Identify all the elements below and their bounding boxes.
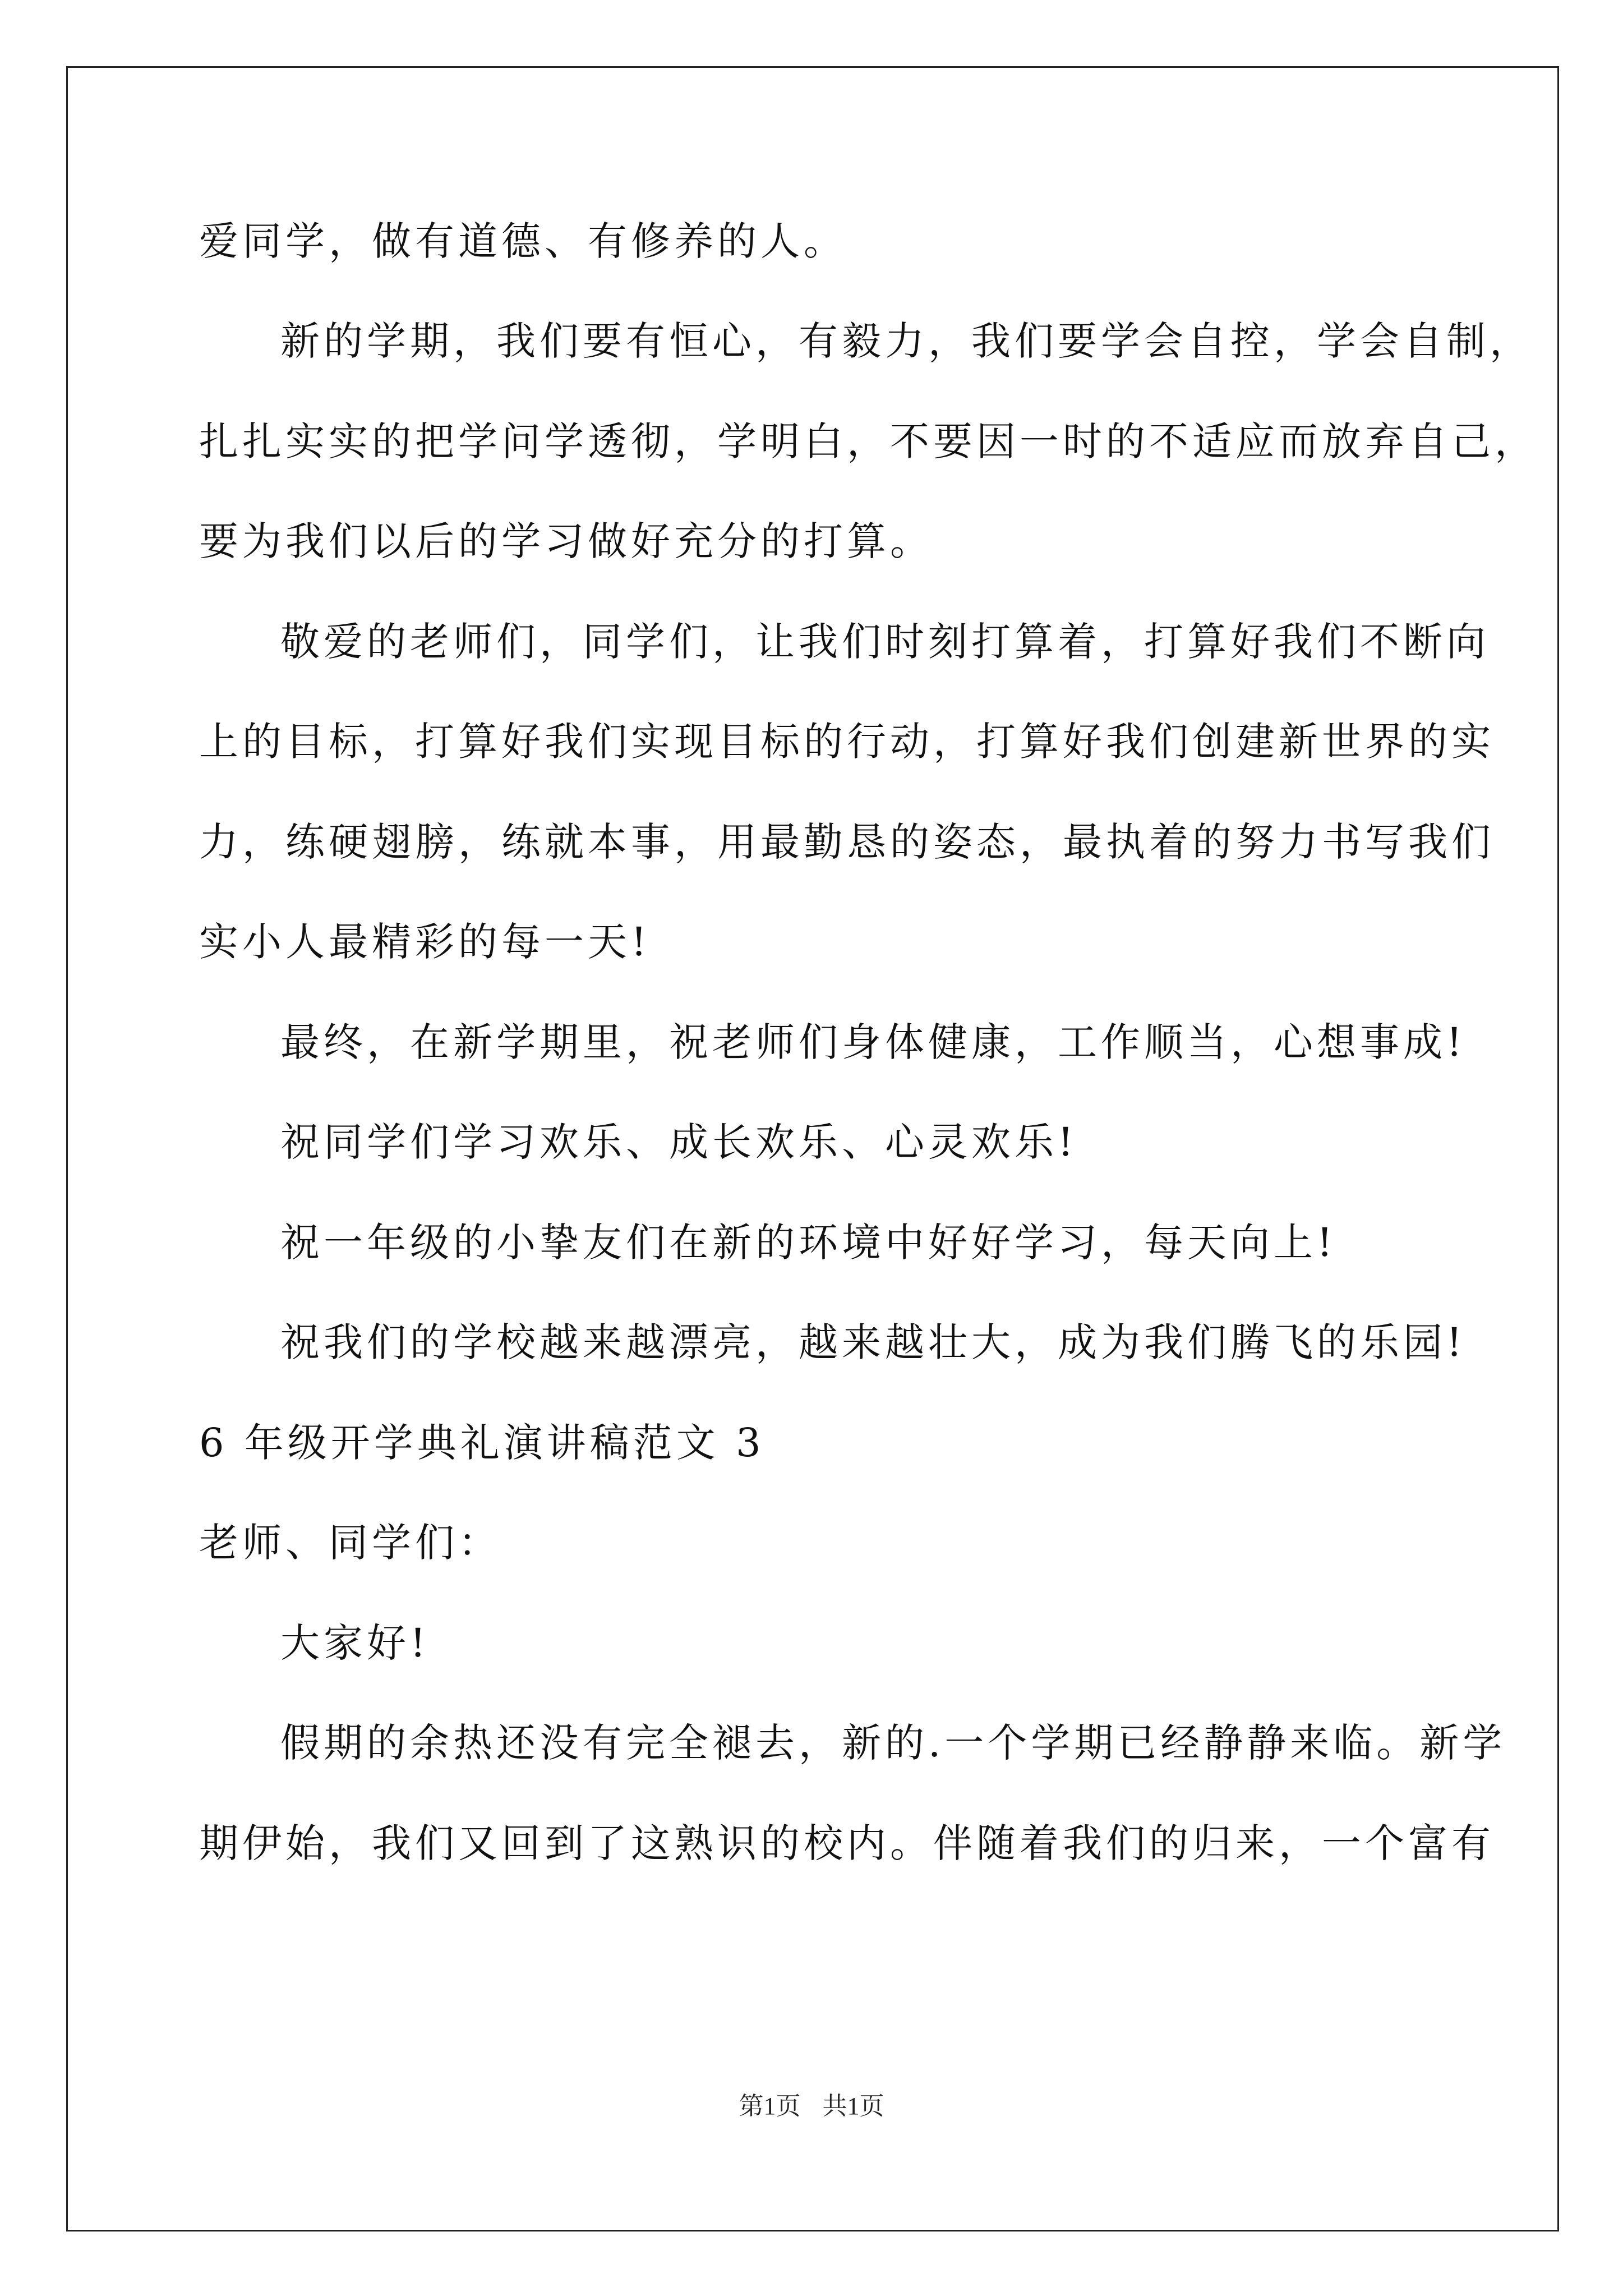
text-line: 祝同学们学习欢乐、成长欢乐、心灵欢乐! bbox=[280, 1119, 1078, 1165]
text-line: 假期的余热还没有完全褪去，新的.一个学期已经静静来临。新学 bbox=[280, 1720, 1506, 1766]
page-total: 共1页 bbox=[822, 2092, 884, 2120]
text-line: 祝一年级的小挚友们在新的环境中好好学习，每天向上! bbox=[280, 1220, 1337, 1266]
text-line: 扎扎实实的把学问学透彻，学明白，不要因一时的不适应而放弃自己， bbox=[199, 418, 1538, 464]
salutation: 老师、同学们： bbox=[199, 1520, 501, 1566]
text-line: 新的学期，我们要有恒心，有毅力，我们要学会自控，学会自制， bbox=[280, 318, 1533, 364]
text-line: 敬爱的老师们，同学们，让我们时刻打算着，打算好我们不断向 bbox=[280, 619, 1490, 665]
text-line: 最终，在新学期里，祝老师们身体健康，工作顺当，心想事成! bbox=[280, 1019, 1467, 1065]
page-number: 第1页 bbox=[739, 2092, 801, 2120]
text-line: 期伊始，我们又回到了这熟识的校内。伴随着我们的归来，一个富有 bbox=[199, 1820, 1495, 1866]
text-line: 要为我们以后的学习做好充分的打算。 bbox=[199, 518, 933, 564]
section-heading: 6 年级开学典礼演讲稿范文 3 bbox=[199, 1420, 765, 1466]
text-line: 力，练硬翅膀，练就本事，用最勤恳的姿态，最执着的努力书写我们 bbox=[199, 819, 1495, 865]
text-line: 上的目标，打算好我们实现目标的行动，打算好我们创建新世界的实 bbox=[199, 719, 1495, 765]
text-line: 爱同学，做有道德、有修养的人。 bbox=[199, 218, 847, 264]
text-line: 祝我们的学校越来越漂亮，越来越壮大，成为我们腾飞的乐园! bbox=[280, 1319, 1467, 1365]
greeting: 大家好! bbox=[280, 1620, 430, 1666]
text-line: 实小人最精彩的每一天! bbox=[199, 919, 651, 965]
page-footer bbox=[0, 2090, 1623, 2123]
